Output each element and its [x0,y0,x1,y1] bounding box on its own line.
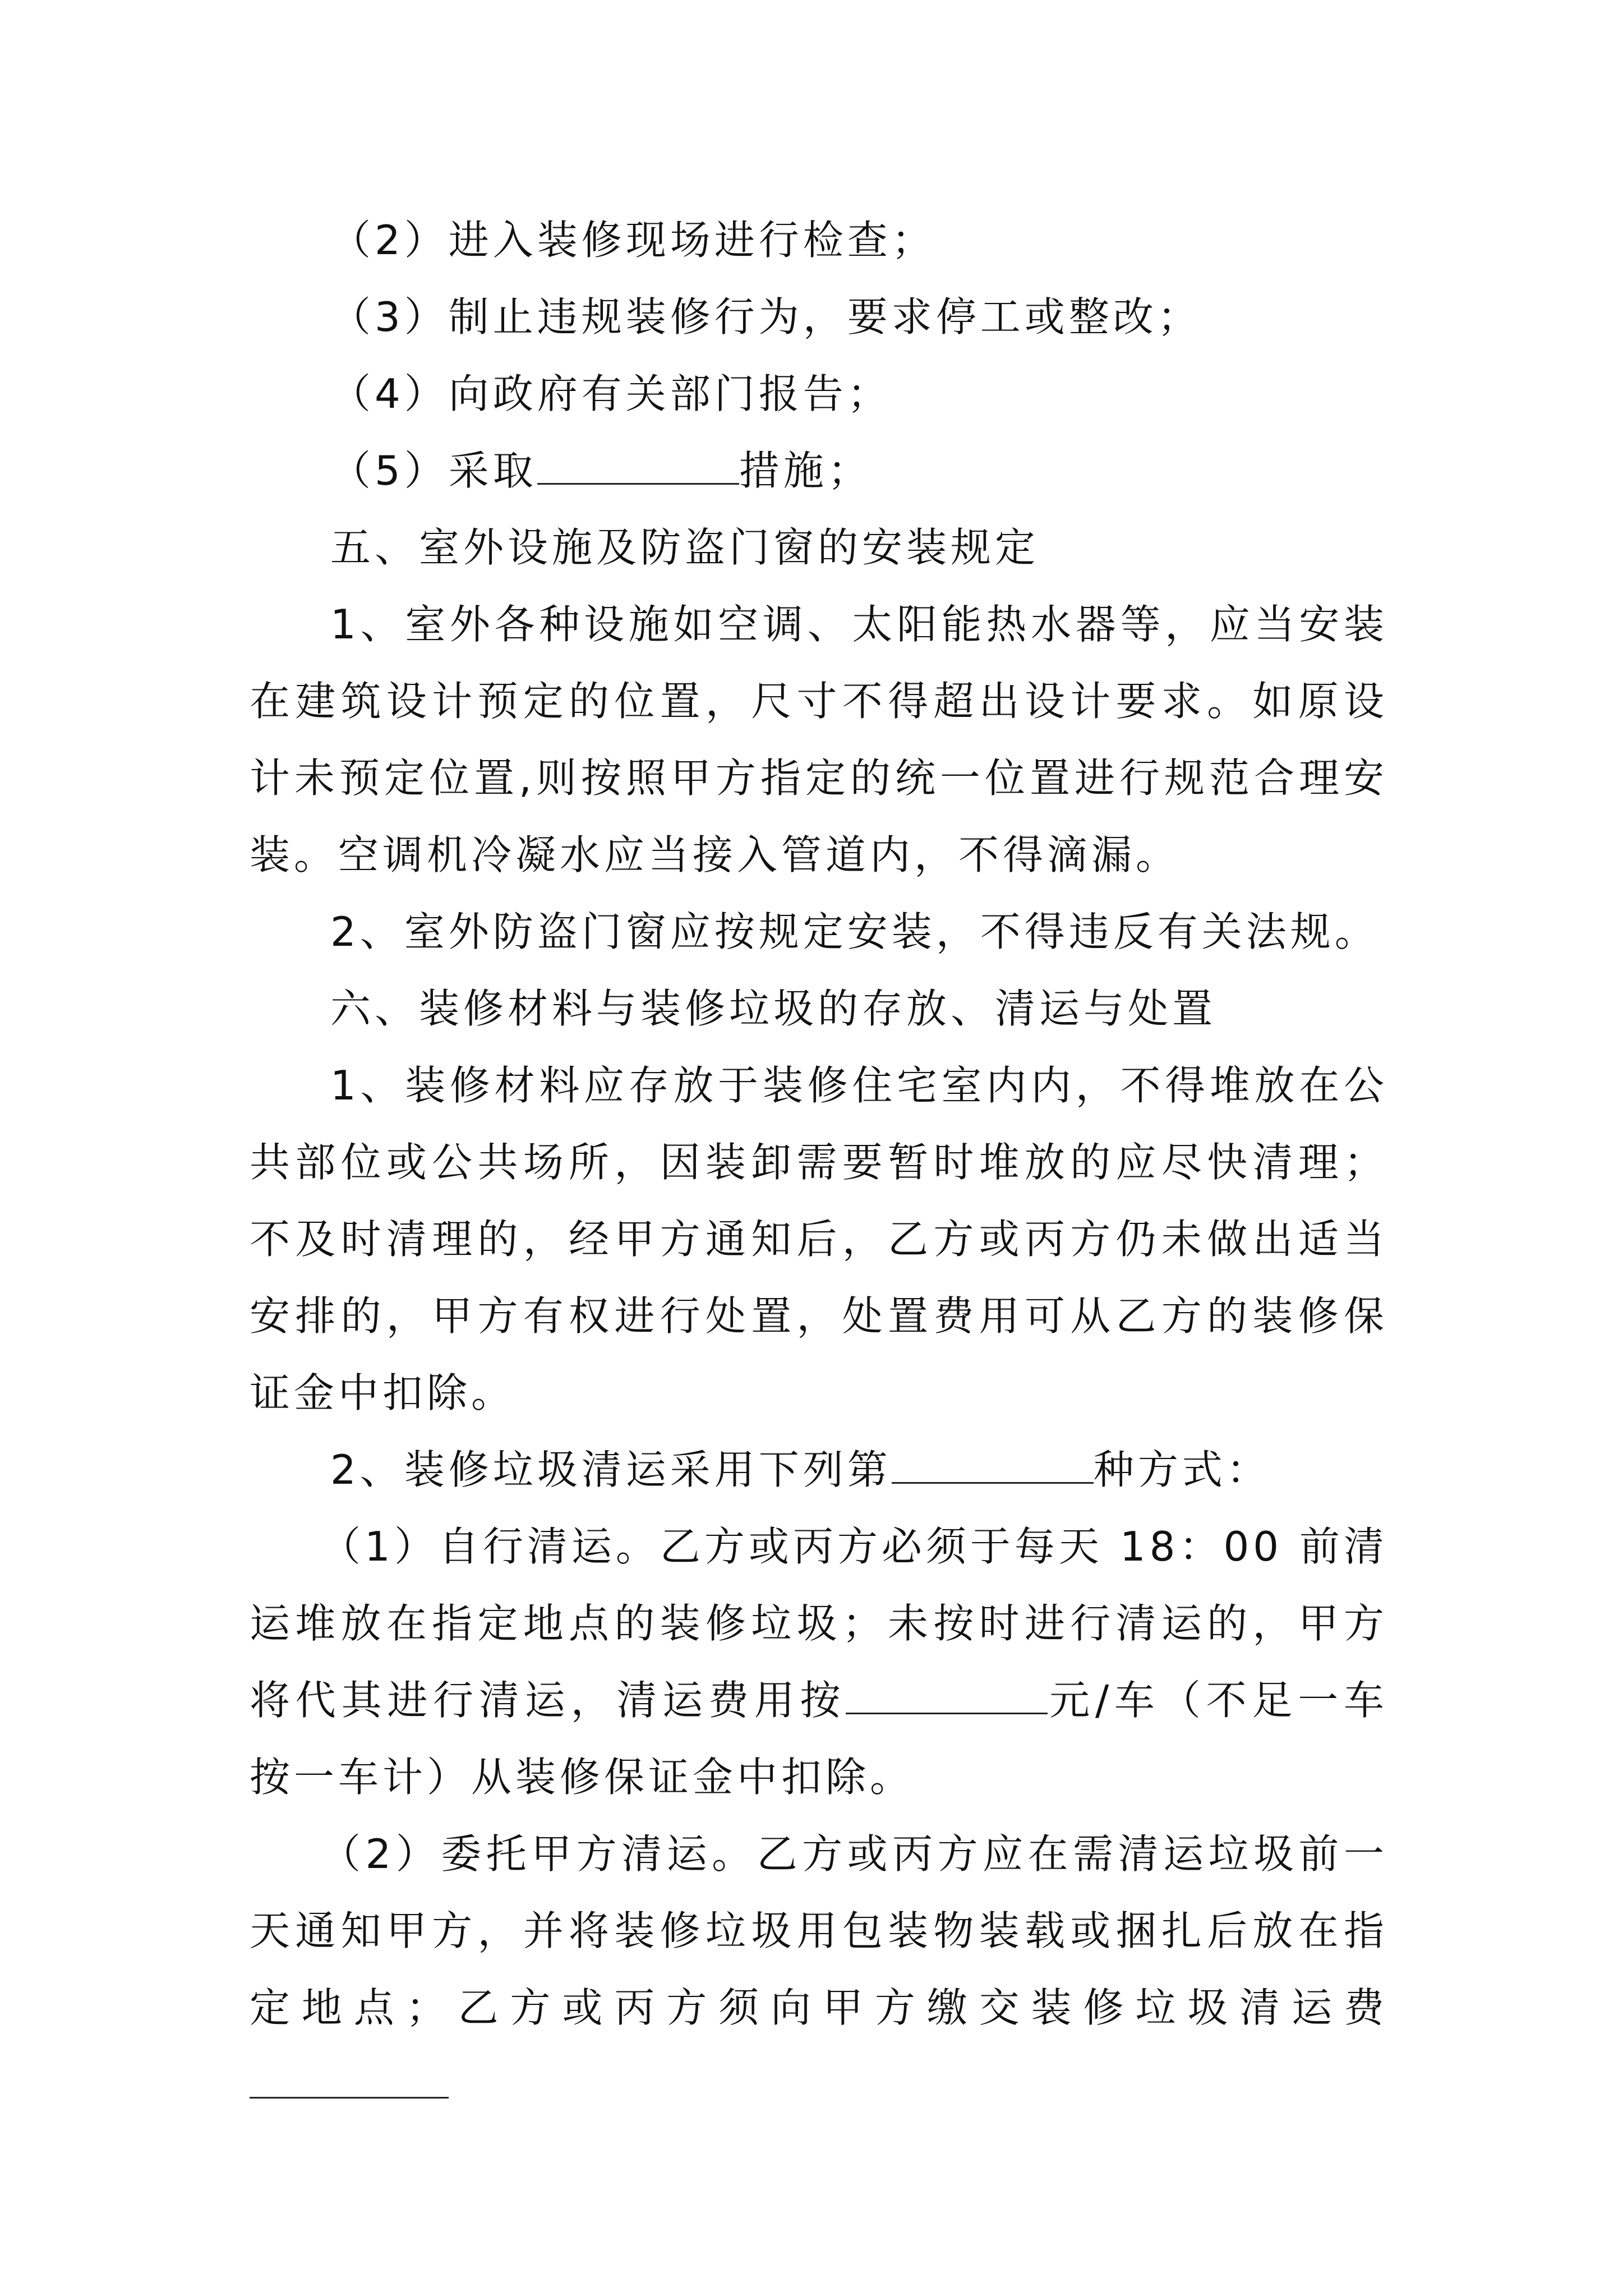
fill-in-blank [846,1679,1048,1714]
paragraph-entrusted-removal [250,1816,1388,2123]
fill-in-blank [537,449,739,485]
text-segment: 2、装修垃圾清运采用下列第 [330,1446,892,1493]
section-heading-5: 五、室外设施及防盗门窗的安装规定 [330,524,1040,571]
paragraph-waste-method [250,1432,1388,1508]
text-segment: （5）采取 [330,447,537,494]
fill-in-blank [892,1448,1094,1484]
paragraph-item-4: （4）向政府有关部门报告； [330,370,892,417]
document-body [250,202,1388,2123]
paragraph-item-2: （2）进入装修现场进行检查； [330,217,936,264]
paragraph-item-5 [250,432,1388,509]
text-segment: 种方式： [1093,1446,1271,1493]
paragraph-self-removal [250,1508,1388,1816]
text-segment: 措施； [739,447,872,494]
text-segment: （1）自行清运。乙方或丙方必须于每天 18：00 前清运堆放在指定地点的装修垃圾；未按时进行清运的，甲方将代其进行清运，清运费用按 [250,1523,1388,1724]
paragraph-material-storage: 1、装修材料应存放于装修住宅室内内，不得堆放在公共部位或公共场所，因装卸需要暂时堆放的应尽快清理；不及时清理的，经甲方通知后，乙方或丙方仍未做出适当安排的，甲方有权进行处置，处置费用可从乙方的装修保证金中扣除。 [250,1062,1388,1416]
text-segment: 元/车（不足一车按一车计）从装修保证金中扣除。 [250,1677,1388,1801]
paragraph-security-doors: 2、室外防盗门窗应按规定安装，不得违反有关法规。 [330,908,1379,955]
paragraph-item-3: （3）制止违规装修行为，要求停工或整改； [330,293,1202,341]
text-segment: （2）委托甲方清运。乙方或丙方应在需清运垃圾前一天通知甲方，并将装修垃圾用包装物装载或捆扎后放在指定地点；乙方或丙方须向甲方缴交装修垃圾清运费 [250,1830,1388,2031]
fill-in-blank [250,2063,449,2099]
section-heading-6: 六、装修材料与装修垃圾的存放、清运与处置 [330,985,1217,1032]
paragraph-outdoor-facilities: 1、室外各种设施如空调、太阳能热水器等，应当安装在建筑设计预定的位置，尺寸不得超出设计要求。如原设计未预定位置,则按照甲方指定的统一位置进行规范合理安装。空调机冷凝水应当接入管道内，不得滴漏。 [250,601,1388,878]
